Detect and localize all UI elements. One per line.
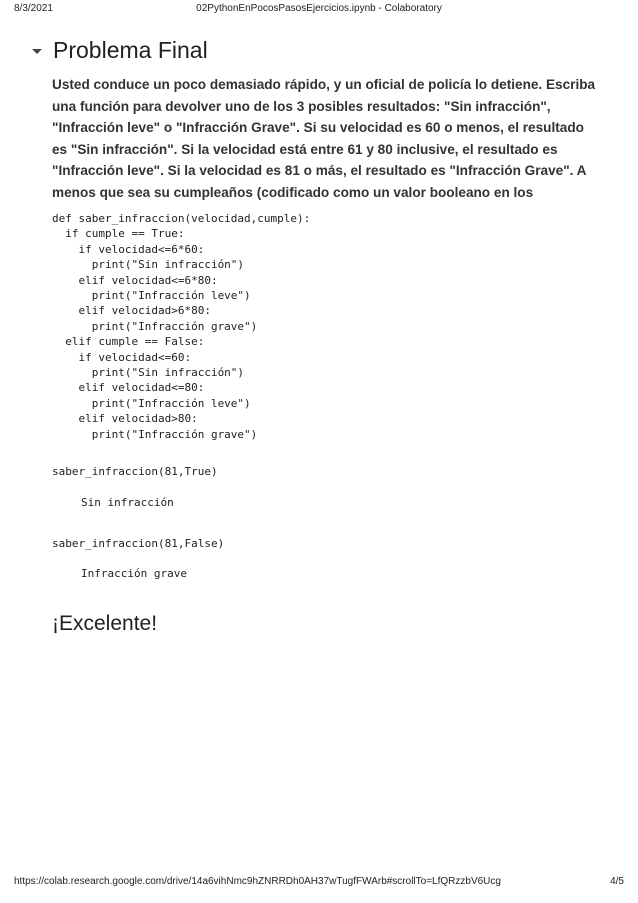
- code-cell-call-1[interactable]: saber_infraccion(81,True): [52, 465, 218, 478]
- section-title: Problema Final: [53, 36, 208, 63]
- caret-down-icon[interactable]: [32, 49, 42, 54]
- print-header: [14, 3, 624, 17]
- cell-output-2: Infracción grave: [81, 567, 187, 580]
- section-heading[interactable]: [32, 34, 208, 66]
- page-number: 4/5: [610, 876, 624, 887]
- problem-description: Usted conduce un poco demasiado rápido, y un oficial de policía lo detiene. Escriba una función para devolver uno de los 3 posibles resultados: "Sin infracción", "Infracción leve" o "Infracción Grave". Si su velocidad es 60 o menos, el resultado es "Sin infracción". Si la velocidad está entre 61 y 80 inclusive, el resultado es "Infracción leve". Si la velocidad es 81 o más, el resultado es "Infracción Grave". A menos que sea su cumpleaños (codificado como un valor booleano en los: [52, 77, 596, 200]
- page-url: https://colab.research.google.com/drive/14a6vihNmc9hZNRRDh0AH37wTugfFWArb#scrollTo=LfQRzzbV6Ucg: [14, 876, 501, 887]
- print-document-title: 02PythonEnPocosPasosEjercicios.ipynb - Colaboratory: [196, 3, 442, 14]
- print-footer: [14, 876, 624, 890]
- print-date: 8/3/2021: [14, 3, 53, 14]
- closing-heading: ¡Excelente!: [52, 612, 158, 635]
- code-cell-call-2[interactable]: saber_infraccion(81,False): [52, 537, 225, 550]
- function-code-cell[interactable]: def saber_infraccion(velocidad,cumple): if cumple == True: if velocidad<=6*60: print("Sin infracción") elif velocidad<=6*80: print("Infracción leve") elif velocidad>6*80: print("Infracción grave") elif cumple == False: if velocidad<=60: print("Sin infracción") elif velocidad<=80: print("Infracción leve") elif velocidad>80: print("Infracción grave"): [52, 212, 311, 441]
- cell-output-1: Sin infracción: [81, 496, 174, 509]
